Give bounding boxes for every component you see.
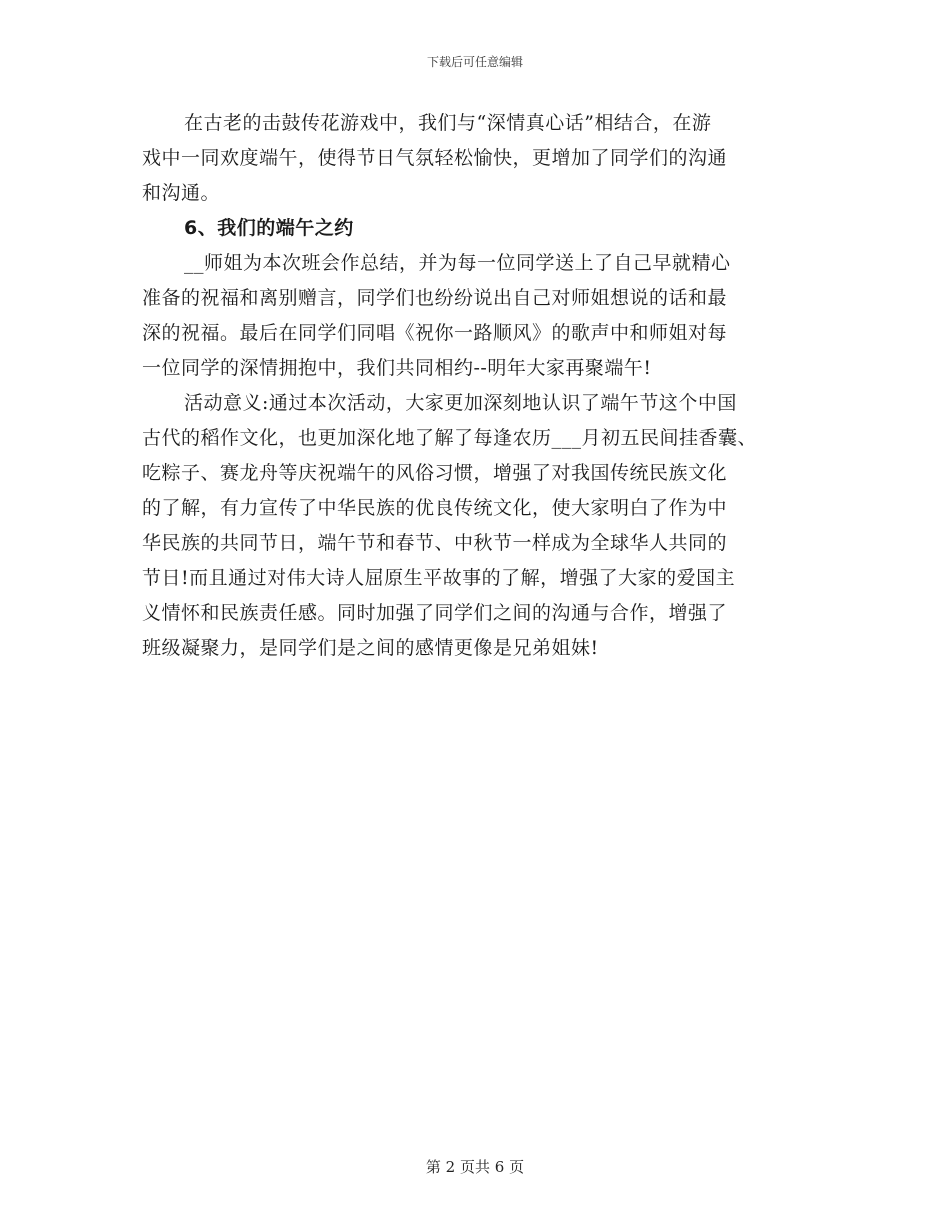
paragraph-line: 古代的稻作文化，也更加深化地了解了每逢农历___月初五民间挂香囊、 [142,427,758,449]
section-heading: 6、我们的端午之约 [184,217,354,239]
document-body [142,106,832,666]
page-number: 第 2 页共 6 页 [425,1158,525,1176]
paragraph-line: 班级凝聚力，是同学们是之间的感情更像是兄弟姐妹! [142,637,599,659]
paragraph-line: 准备的祝福和离别赠言，同学们也纷纷说出自己对师姐想说的话和最 [142,287,728,309]
paragraph-line: 戏中一同欢度端午，使得节日气氛轻松愉快，更增加了同学们的沟通 [142,147,728,169]
paragraph-line: 活动意义:通过本次活动，大家更加深刻地认识了端午节这个中国 [184,392,737,414]
paragraph-line: 一位同学的深情拥抱中，我们共同相约--明年大家再聚端午! [142,357,652,379]
paragraph-line: 节日!而且通过对伟大诗人屈原生平故事的了解，增强了大家的爱国主 [142,567,736,589]
paragraph-line: 华民族的共同节日，端午节和春节、中秋节一样成为全球华人共同的 [142,532,728,554]
paragraph-line: 在古老的击鼓传花游戏中，我们与“深情真心话”相结合，在游 [184,112,712,134]
paragraph-line: 深的祝福。最后在同学们同唱《祝你一路顺风》的歌声中和师姐对每 [142,322,728,344]
paragraph-line: 的了解，有力宣传了中华民族的优良传统文化，使大家明白了作为中 [142,497,728,519]
page-header: 下载后可任意编辑 [426,55,523,69]
paragraph-line: 义情怀和民族责任感。同时加强了同学们之间的沟通与合作，增强了 [142,602,728,624]
paragraph-line: __师姐为本次班会作总结，并为每一位同学送上了自己早就精心 [184,252,731,274]
paragraph-line: 吃粽子、赛龙舟等庆祝端午的风俗习惯，增强了对我国传统民族文化 [142,462,728,484]
paragraph-line: 和沟通。 [142,182,221,204]
